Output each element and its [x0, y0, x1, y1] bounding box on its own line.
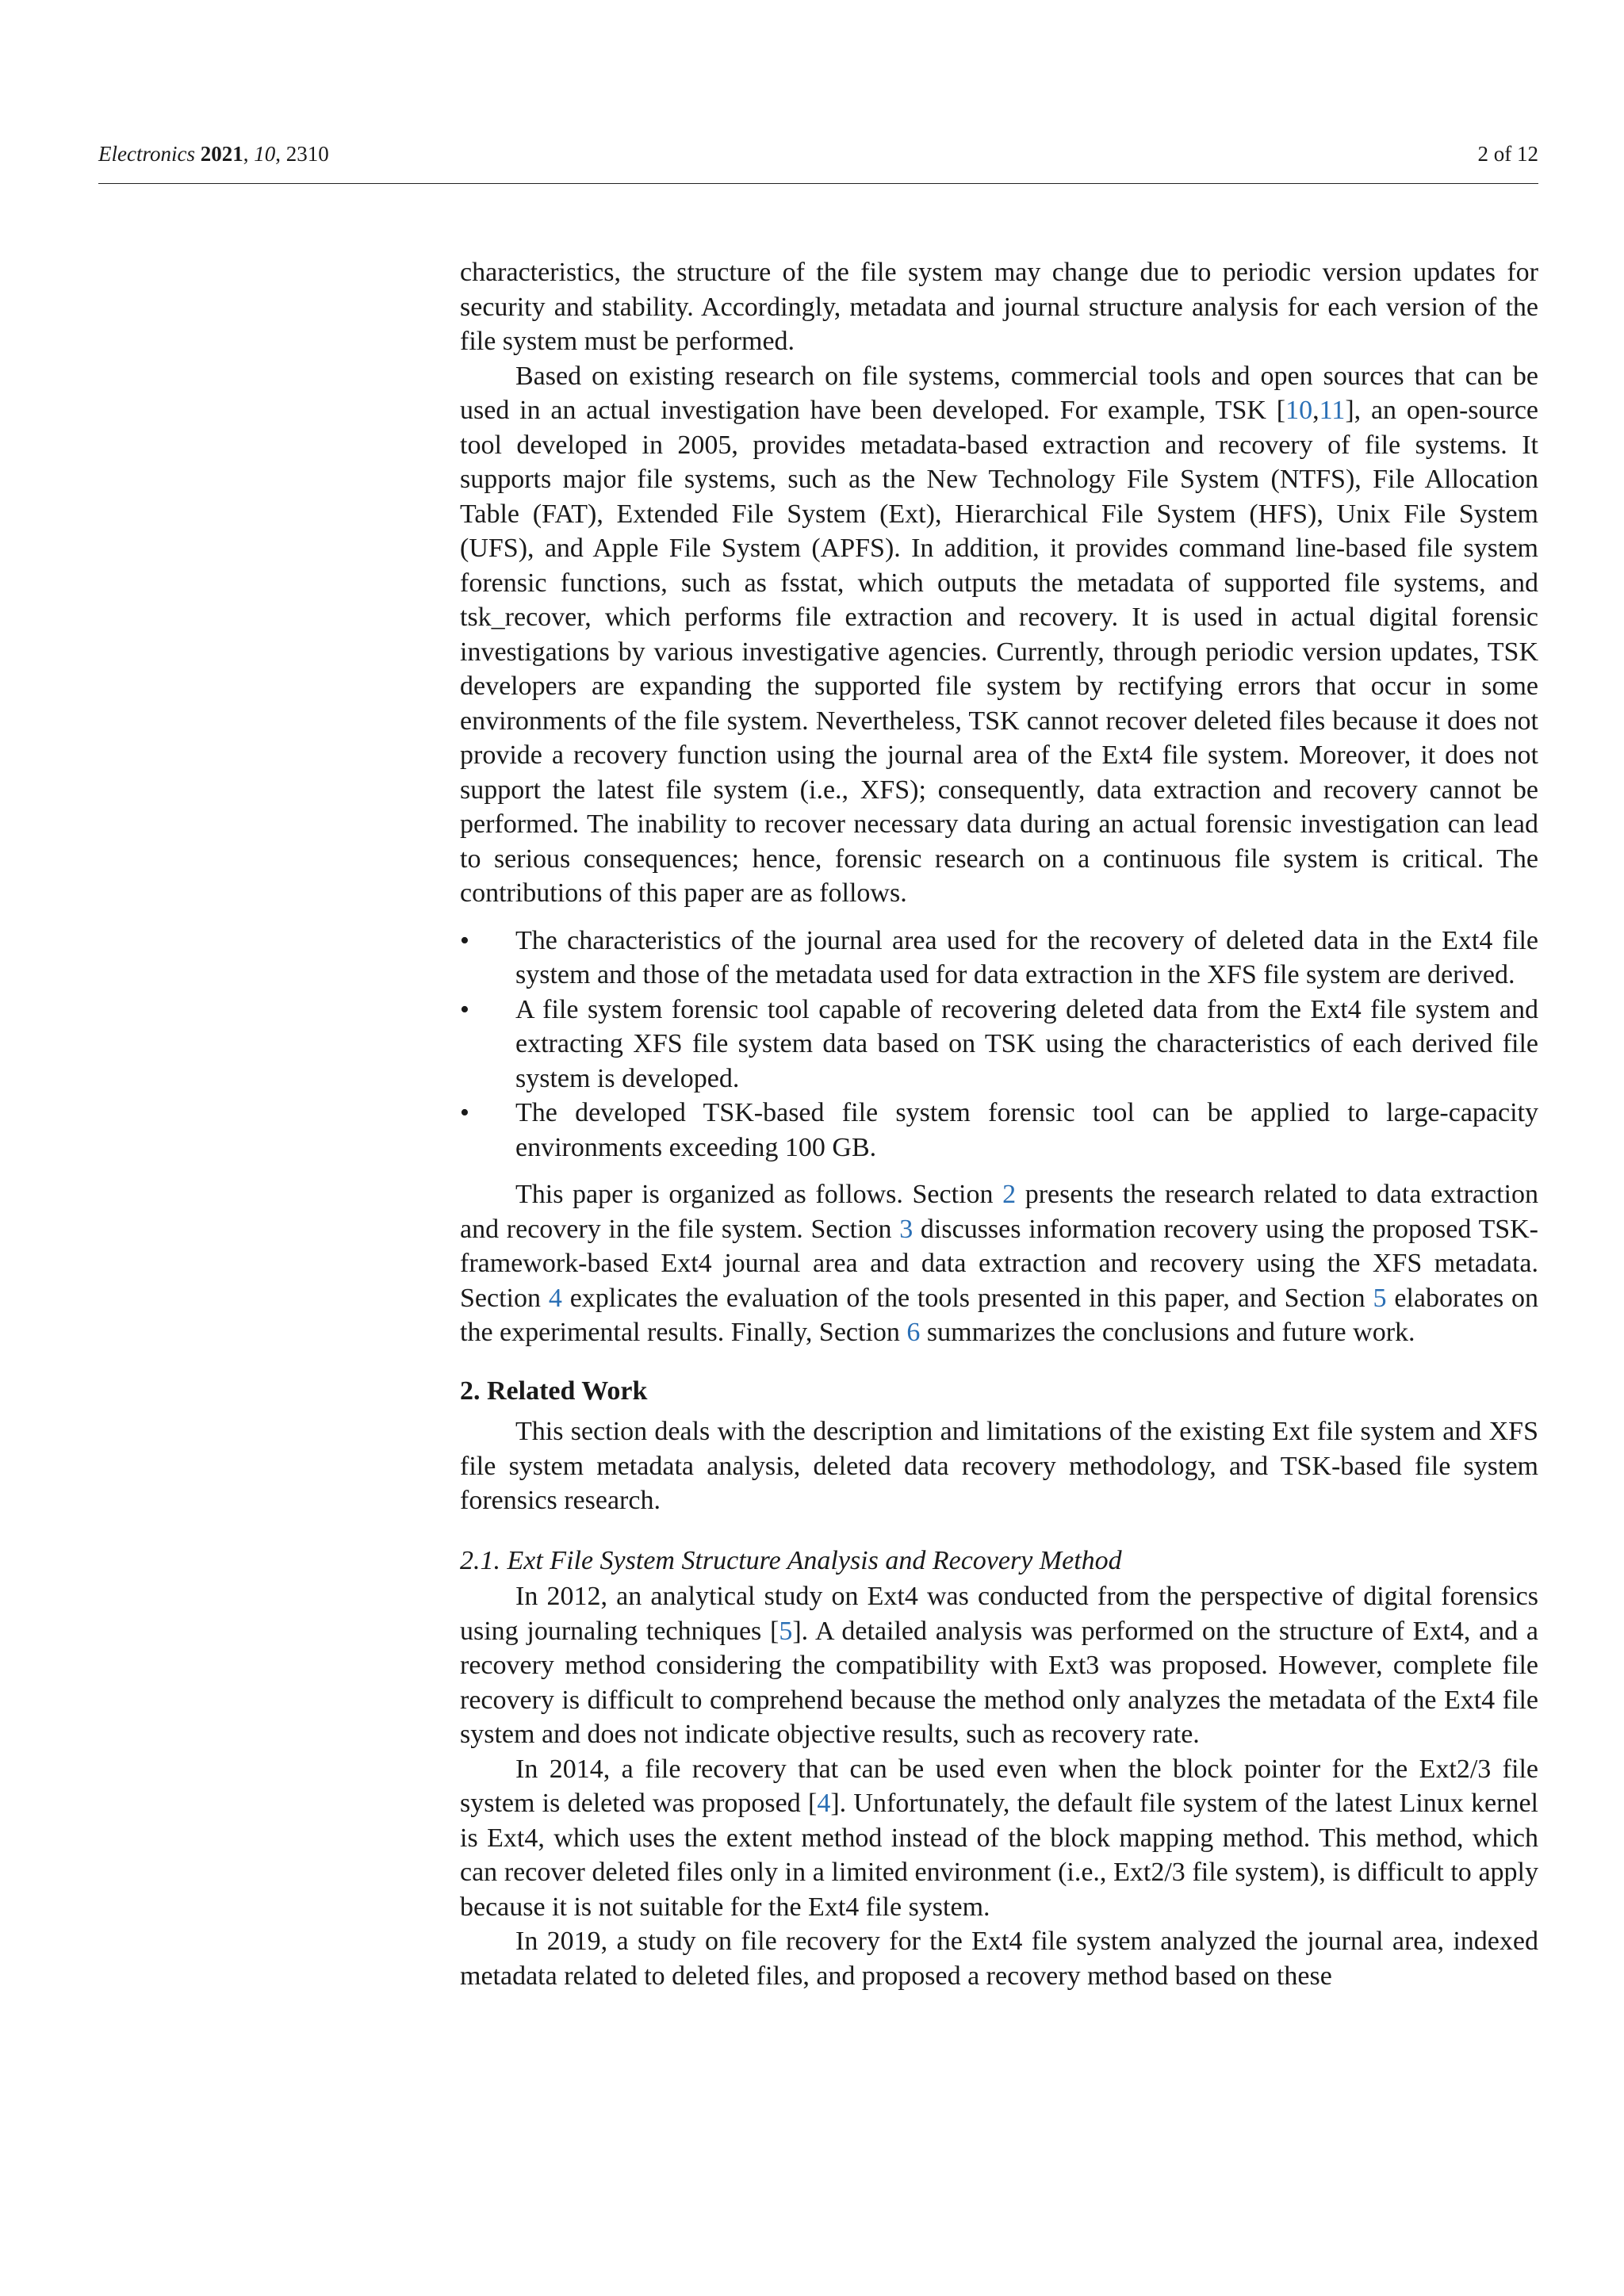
page-number: 2 of 12	[1477, 142, 1538, 166]
section-link-6[interactable]: 6	[906, 1318, 921, 1347]
paragraph-2019: In 2019, a study on file recovery for the Ext4 file system analyzed the journal area, indexed metadata related to deleted files, and proposed a recovery method based on these	[460, 1927, 1538, 1991]
contributions-list	[460, 924, 1538, 1165]
list-item: • The developed TSK-based file system forensic tool can be applied to large-capacity environments exceeding 100 GB.	[460, 1096, 1538, 1165]
paragraph-tsk: Based on existing research on file systems, commercial tools and open sources that can be used in an actual investigation have been developed. For example, TSK [10,11], an open-source tool developed in 2005, provides metadata-based extraction and recovery of file systems. It supports major file systems, such as the New Technology File System (NTFS), File Allocation Table (FAT), Extended File System (Ext), Hierarchical File System (HFS), Unix File System (UFS), and Apple File System (APFS). In addition, it provides command line-based file system forensic functions, such as fsstat, which outputs the metadata of supported file systems, and tsk_recover, which performs file extraction and recovery. It is used in actual digital forensic investigations by various investigative agencies. Currently, through periodic version updates, TSK developers are expanding the supported file system by rectifying errors that occur in some environments of the file system. Nevertheless, TSK cannot recover deleted files because it does not provide a recovery function using the journal area of the Ext4 file system. Moreover, it does not support the latest file system (i.e., XFS); consequently, data extraction and recovery cannot be performed. The inability to recover necessary data during an actual forensic investigation can lead to serious consequences; hence, forensic research on a continuous file system is critical. The contributions of this paper are as follows.	[460, 361, 1539, 908]
bullet-icon: •	[460, 925, 469, 955]
list-item: • A file system forensic tool capable of recovering deleted data from the Ext4 file system and extracting XFS file system data based on TSK using the characteristics of each derived file system is developed.	[460, 993, 1538, 1096]
list-item: • The characteristics of the journal area used for the recovery of deleted data in the Ext4 file system and those of the metadata used for data extraction in the XFS file system are derived.	[460, 924, 1538, 993]
bullet-icon: •	[460, 994, 469, 1024]
header-rule	[98, 183, 1538, 184]
section-heading: 2. Related Work	[460, 1376, 648, 1406]
citation-4[interactable]: 4	[817, 1789, 831, 1818]
citation-10[interactable]: 10	[1285, 396, 1313, 425]
main-text	[460, 255, 1538, 1993]
paragraph-organization: This paper is organized as follows. Section 2 presents the research related to data extraction and recovery in the file system. Section 3 discusses information recovery using the proposed TSK-framework-based Ext4 journal area and data extraction and recovery using the XFS metadata. Section 4 explicates the evaluation of the tools presented in this paper, and Section 5 elaborates on the experimental results. Finally, Section 6 summarizes the conclusions and future work.	[460, 1180, 1539, 1347]
subsection-heading: 2.1. Ext File System Structure Analysis and Recovery Method	[460, 1545, 1122, 1575]
section-link-5[interactable]: 5	[1373, 1283, 1387, 1313]
journal-volume: 10	[254, 142, 276, 166]
section-link-4[interactable]: 4	[548, 1283, 562, 1313]
citation-5[interactable]: 5	[779, 1616, 793, 1646]
section-link-3[interactable]: 3	[899, 1214, 914, 1244]
running-header	[98, 140, 1538, 168]
paragraph-2012: In 2012, an analytical study on Ext4 was conducted from the perspective of digital forensics using journaling techniques [5]. A detailed analysis was performed on the structure of Ext4, and a recovery method considering the compatibility with Ext3 was proposed. However, complete file recovery is difficult to comprehend because the method only analyzes the metadata of the Ext4 file system and does not indicate objective results, such as recovery rate.	[460, 1582, 1538, 1749]
journal-year: 2021	[200, 142, 243, 166]
article-number: 2310	[285, 142, 329, 166]
paragraph-2014: In 2014, a file recovery that can be used even when the block pointer for the Ext2/3 file system is deleted was proposed [4]. Unfortunately, the default file system of the latest Linux kernel is Ext4, which uses the extent method instead of the block mapping method. This method, which can recover deleted files only in a limited environment (i.e., Ext2/3 file system), is difficult to apply because it is not suitable for the Ext4 file system.	[460, 1754, 1538, 1922]
section-intro: This section deals with the description and limitations of the existing Ext file system and XFS file system metadata analysis, deleted data recovery methodology, and TSK-based file system forensics research.	[460, 1417, 1538, 1515]
journal-name: Electronics	[98, 142, 195, 166]
bullet-icon: •	[460, 1098, 469, 1127]
paragraph-continued: characteristics, the structure of the file system may change due to periodic version updates for security and stability. Accordingly, metadata and journal structure analysis for each version of the file system must be performed.	[460, 258, 1538, 356]
citation-11[interactable]: 11	[1319, 396, 1346, 425]
section-link-2[interactable]: 2	[1002, 1180, 1017, 1209]
journal-citation: Electronics 2021, 10, 2310	[98, 142, 329, 166]
